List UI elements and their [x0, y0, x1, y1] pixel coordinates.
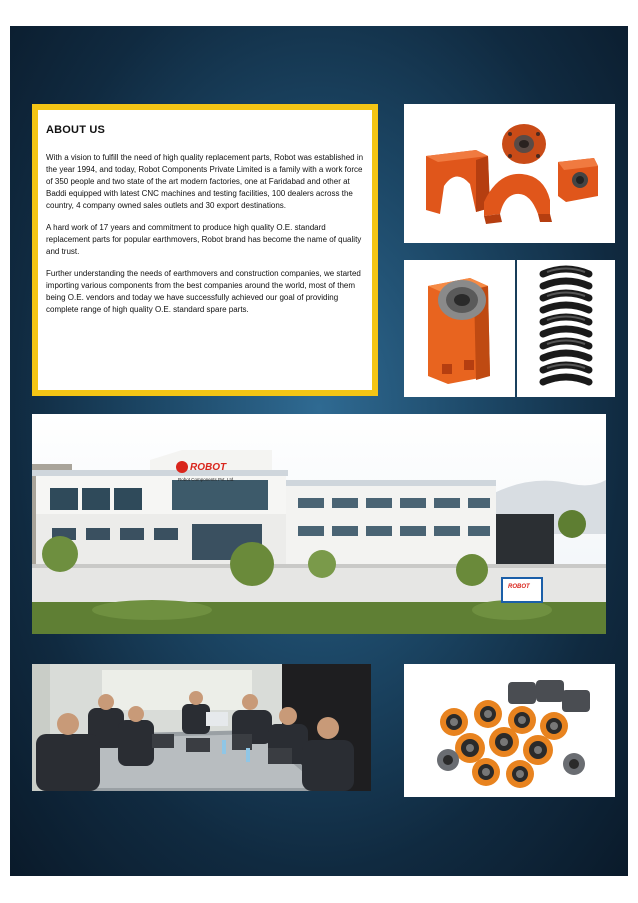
photo-coil-spring	[517, 260, 615, 397]
about-us-content	[38, 110, 372, 390]
about-us-heading: ABOUT US	[46, 124, 106, 136]
photo-bearing-block	[404, 260, 515, 397]
building-sign-text: Robot Components Pvt. Ltd.	[178, 477, 235, 482]
photo-couplings	[404, 664, 615, 797]
building-logo	[176, 458, 254, 476]
photo-meeting-room	[32, 664, 371, 791]
about-paragraph-3: Further understanding the needs of earthmovers and construction companies, we started importing various components from the best companies around the world, most of them being O.E. vendors and today we have successfully achieved our goal of providing complete range of high quality O.E. standard spare parts.	[46, 269, 361, 314]
small-sign-logo: ROBOT	[508, 584, 530, 590]
about-paragraph-1: With a vision to fulfill the need of high quality replacement parts, Robot was established in the year 1994, and today, Robot Components Private Limited is a family with a work force of 350 people and two state of the art modern factories, one at Faridabad and other at Baddi equipped with latest CNC machines and testing facilities, 100 dealers across the country, 4 company owned sales outlets and 30 export destinations.	[46, 153, 364, 210]
about-paragraph-2: A hard work of 17 years and commitment to produce high quality O.E. standard replacement parts for popular earthmovers, Robot brand has become the name of quality and trust.	[46, 223, 362, 256]
logo-mark-icon	[176, 461, 188, 473]
photo-brackets	[404, 104, 615, 243]
building-logo-text: ROBOT	[190, 461, 227, 473]
photo-factory-building	[32, 414, 606, 634]
about-us-box	[32, 104, 378, 396]
